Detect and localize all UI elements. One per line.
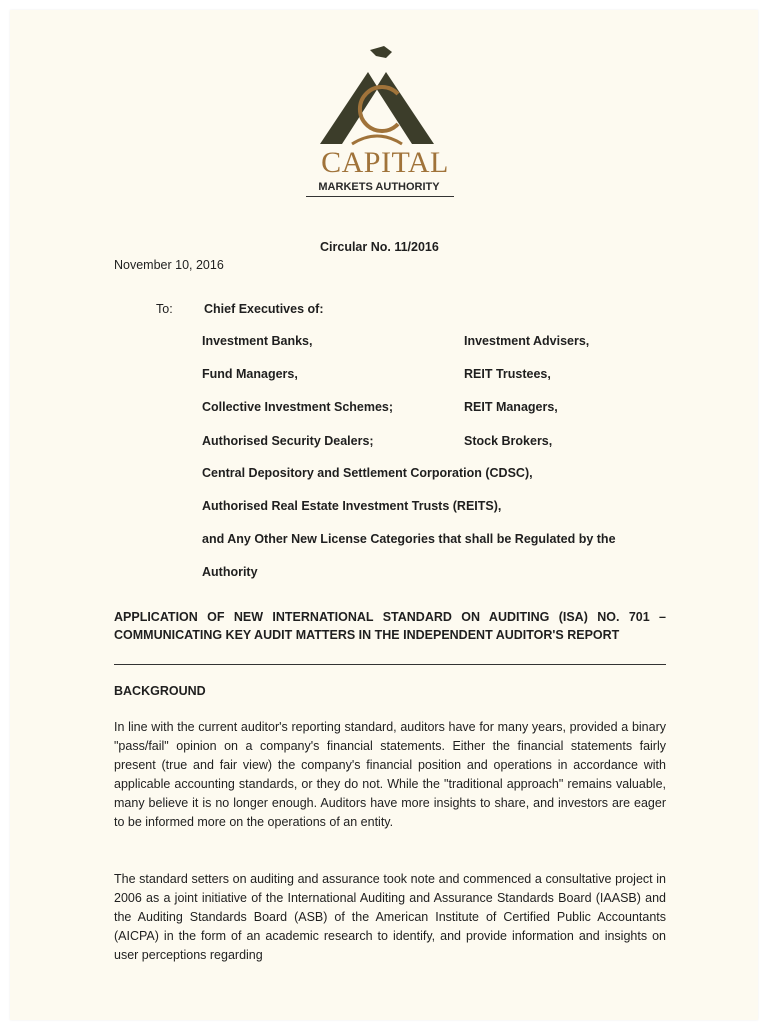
recipient-right-2: REIT Trustees,: [464, 367, 551, 381]
circular-date: November 10, 2016: [114, 258, 224, 272]
recipient-right-3: REIT Managers,: [464, 400, 558, 414]
recipient-right-4: Stock Brokers,: [464, 434, 553, 448]
circular-number: Circular No. 11/2016: [320, 240, 439, 254]
to-heading: Chief Executives of:: [204, 302, 324, 316]
to-label: To:: [156, 302, 173, 316]
document-page: [10, 10, 758, 1020]
recipient-full-4: Authority: [202, 565, 258, 579]
subject-divider: [114, 664, 666, 665]
background-paragraph-2: The standard setters on auditing and assurance took note and commenced a consultative project in 2006 as a joint initiative of the International Auditing and Assurance Standards Board (IAASB) and the Auditing Standards Board (ASB) of the American Institute of Certified Public Accountants (AICPA) in the form of an academic research to identify, and provide information and insights on user perceptions regarding: [114, 872, 666, 962]
recipient-left-3: Collective Investment Schemes;: [202, 400, 394, 414]
logo-subtitle: MARKETS AUTHORITY: [318, 181, 440, 193]
logo-name: CAPITAL: [321, 146, 449, 179]
cma-logo: [300, 40, 470, 210]
recipient-full-2: Authorised Real Estate Investment Trusts (REITS),: [202, 499, 502, 513]
recipient-right-1: Investment Advisers,: [464, 334, 590, 348]
logo-underline: [306, 196, 454, 197]
recipient-full-3: and Any Other New License Categories that shall be Regulated by the: [202, 532, 616, 546]
recipient-left-2: Fund Managers,: [202, 367, 298, 381]
background-heading: BACKGROUND: [114, 684, 206, 698]
subject-heading: APPLICATION OF NEW INTERNATIONAL STANDARD ON AUDITING (ISA) NO. 701 – COMMUNICATING KEY AUDIT MATTERS IN THE INDEPENDENT AUDITOR'S REPORT: [114, 610, 666, 642]
recipient-left-1: Investment Banks,: [202, 334, 313, 348]
cma-emblem-icon: [312, 44, 442, 152]
recipient-left-4: Authorised Security Dealers;: [202, 434, 374, 448]
recipient-full-1: Central Depository and Settlement Corporation (CDSC),: [202, 466, 533, 480]
background-paragraph-1: In line with the current auditor's reporting standard, auditors have for many years, provided a binary "pass/fail" opinion on a company's financial statements. Either the financial statements fairly present (true and fair view) the company's financial position and operations in accordance with applicable accounting standards, or they do not. While the "traditional approach" remains valuable, many believe it is no longer enough. Auditors have more insights to share, and investors are eager to be informed more on the operations of an entity.: [114, 720, 666, 829]
